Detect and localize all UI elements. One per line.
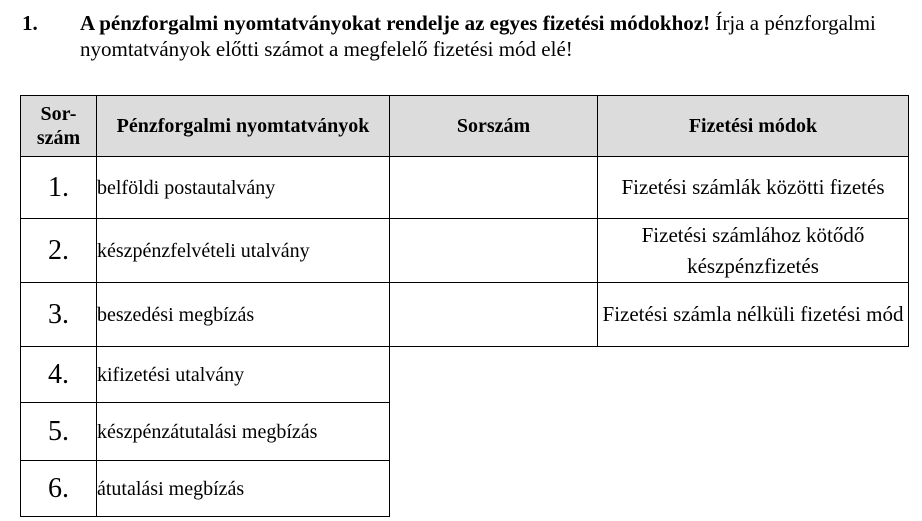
form-label: átutalási megbízás xyxy=(97,461,390,517)
empty-area xyxy=(390,347,909,403)
matching-table xyxy=(20,95,909,517)
task-plain-text: Írja a pénzforgalmi nyomtatványok előtti számot a megfelelő fizetési mód elé! xyxy=(80,11,876,61)
method-label: Fizetési számla nélküli fizetési mód xyxy=(598,283,909,347)
task-number: 1. xyxy=(22,11,38,35)
form-label: készpénzátutalási megbízás xyxy=(97,403,390,461)
row-number: 1. xyxy=(21,157,97,219)
row-number: 3. xyxy=(21,283,97,347)
task-bold-text: A pénzforgalmi nyomtatványokat rendelje az egyes fizetési módokhoz! xyxy=(80,11,711,35)
form-label: beszedési megbízás xyxy=(97,283,390,347)
table-row xyxy=(21,283,909,347)
header-methods: Fizetési módok xyxy=(598,96,909,157)
header-row-number: Sor-szám xyxy=(21,96,97,157)
empty-area xyxy=(390,461,909,517)
header-forms: Pénzforgalmi nyomtatványok xyxy=(97,96,390,157)
row-number: 5. xyxy=(21,403,97,461)
answer-cell[interactable] xyxy=(390,283,598,347)
task-text xyxy=(80,10,912,62)
answer-cell[interactable] xyxy=(390,219,598,283)
row-number: 2. xyxy=(21,219,97,283)
task-instruction xyxy=(22,10,912,62)
table-row xyxy=(21,461,909,517)
table-row xyxy=(21,157,909,219)
form-label: belföldi postautalvány xyxy=(97,157,390,219)
empty-area xyxy=(390,403,909,461)
table-row xyxy=(21,219,909,283)
row-number: 4. xyxy=(21,347,97,403)
answer-cell[interactable] xyxy=(390,157,598,219)
method-label: Fizetési számlához kötődő készpénzfizetés xyxy=(598,219,909,283)
method-label: Fizetési számlák közötti fizetés xyxy=(598,157,909,219)
header-row xyxy=(21,96,909,157)
form-label: készpénzfelvételi utalvány xyxy=(97,219,390,283)
form-label: kifizetési utalvány xyxy=(97,347,390,403)
row-number: 6. xyxy=(21,461,97,517)
header-answer-number: Sorszám xyxy=(390,96,598,157)
table-row xyxy=(21,347,909,403)
table-row xyxy=(21,403,909,461)
